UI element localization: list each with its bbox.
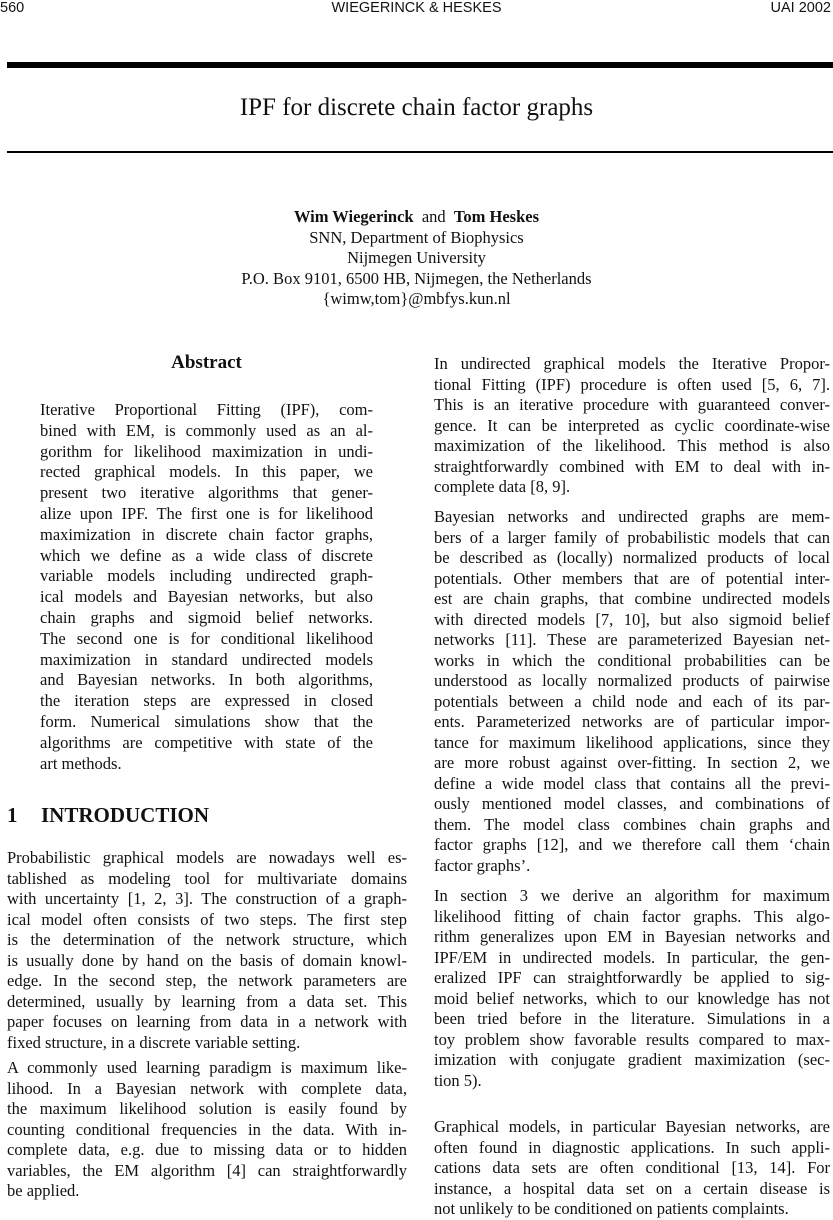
text-line: instance, a hospital data set on a certain disease is [434, 1178, 830, 1198]
author-name: Wim Wiegerinck [293, 207, 414, 226]
text-line: tance for maximum likelihood applications, since they [434, 732, 830, 752]
text-line: maximization of the likelihood. This method is also [434, 436, 830, 455]
text-line: toy problem show favorable results compared to max- [434, 1029, 830, 1049]
body-paragraph [434, 1117, 830, 1220]
author-conjunction: and [421, 207, 446, 226]
text-line: chain graphs and sigmoid belief networks. [40, 607, 373, 627]
text-line: est are chain graphs, that combine undirected models [434, 589, 830, 608]
text-line: rected graphical models. In this paper, we [40, 462, 373, 482]
text-line: Graphical models, in particular Bayesian networks, are [434, 1117, 830, 1136]
text-line: likelihood fitting of chain factor graphs. This algo- [434, 906, 830, 926]
section-heading [7, 802, 209, 828]
text-line: eralized IPF can straightforwardly be applied to sig- [434, 968, 830, 987]
text-line: fixed structure, in a discrete variable setting. [7, 1032, 301, 1052]
affiliation-line: SNN, Department of Biophysics [309, 227, 524, 247]
text-line: bined with EM, is commonly used as an al- [40, 420, 373, 440]
text-line: The second one is for conditional likelihood [40, 628, 373, 648]
text-line: IPF/EM in undirected models. In particular, the gen- [434, 947, 830, 967]
text-line: is usually done by hand on the basis of domain knowl- [7, 950, 407, 970]
text-line: counting conditional frequencies in the data. With in- [7, 1119, 407, 1139]
text-line: gence. It can be interpreted as cyclic coordinate-wise [434, 415, 830, 435]
text-line: ents. Parameterized networks are of particular impor- [434, 712, 830, 731]
text-line: factor graphs’. [434, 855, 531, 875]
text-line: In undirected graphical models the Iterative Propor- [434, 354, 830, 373]
text-line: Iterative Proportional Fitting (IPF), com- [40, 400, 373, 419]
text-line: variables, the EM algorithm [4] can straightforwardly [7, 1160, 407, 1180]
text-line: Probabilistic graphical models are nowadays well es- [7, 848, 407, 867]
text-line: ously mentioned model classes, and combinations of [434, 794, 830, 813]
text-line: gorithm for likelihood maximization in undi- [40, 441, 373, 461]
text-line: often found in diagnostic applications. In such appli- [434, 1137, 830, 1157]
text-line: and Bayesian networks. In both algorithms, [40, 670, 373, 690]
paper-title: IPF for discrete chain factor graphs [239, 94, 594, 121]
text-line: tablished as modeling tool for multivariate domains [7, 868, 407, 888]
text-line: are more robust against over-fitting. In section 2, we [434, 753, 830, 772]
abstract-heading: Abstract [171, 352, 242, 373]
affiliation-line: P.O. Box 9101, 6500 HB, Nijmegen, the Netherlands [241, 268, 592, 288]
text-line: A commonly used learning paradigm is maximum like- [7, 1058, 407, 1077]
text-line: the maximum likelihood solution is easily found by [7, 1099, 407, 1118]
section-number: 1 [7, 803, 18, 827]
author-name: Tom Heskes [453, 207, 540, 226]
text-line: complete data, e.g. due to missing data or to hidden [7, 1140, 407, 1159]
author-email: {wimw,tom}@mbfys.kun.nl [322, 289, 511, 309]
text-line: works in which the conditional probabilities can be [434, 650, 830, 670]
text-line: Bayesian networks and undirected graphs are mem- [434, 507, 830, 526]
text-line: lihood. In a Bayesian network with complete data, [7, 1078, 407, 1098]
text-line: art methods. [40, 753, 122, 773]
body-paragraph [7, 848, 407, 1053]
text-line: understood as locally normalized products of pairwise [434, 671, 830, 690]
text-line: is the determination of the network structure, which [7, 930, 407, 949]
author-block [0, 207, 833, 310]
author-names [0, 207, 833, 228]
text-line: ical model often consists of two steps. The first step [7, 909, 407, 929]
text-line: alize upon IPF. The first one is for likelihood [40, 503, 373, 523]
text-line: with directed models [7, 10], but also sigmoid belief [434, 609, 830, 629]
text-line: maximization in discrete chain factor graphs, [40, 524, 373, 544]
text-line: straightforwardly combined with EM to deal with in- [434, 456, 830, 476]
text-line: be described as (locally) normalized products of local [434, 548, 830, 567]
section-title: INTRODUCTION [41, 803, 210, 827]
title-rule-top [7, 62, 833, 68]
text-line: been tried before in the literature. Simulations in a [434, 1009, 830, 1028]
venue: UAI 2002 [770, 0, 831, 16]
text-line: them. The model class combines chain graphs and [434, 814, 830, 834]
text-line: bers of a larger family of probabilistic models that can [434, 527, 830, 547]
text-line: This is an iterative procedure with guaranteed conver- [434, 395, 830, 414]
text-line: determined, usually by learning from a data set. This [7, 991, 407, 1011]
text-line: complete data [8, 9]. [434, 477, 571, 496]
text-line: potentials between a child node and each of its par- [434, 691, 830, 711]
text-line: potentials. Other members that are of potential inter- [434, 568, 830, 588]
title-rule-bottom [7, 151, 833, 153]
text-line: cations data sets are often conditional [13, 14]. For [434, 1158, 830, 1177]
text-line: factor graphs [12], and we therefore call them ‘chain [434, 835, 830, 854]
text-line: the iteration steps are expressed in closed [40, 691, 373, 711]
text-line: present two iterative algorithms that gener- [40, 483, 373, 503]
text-line: ical models and Bayesian networks, but also [40, 587, 373, 607]
text-line: not unlikely to be conditioned on patients complaints. [434, 1199, 789, 1218]
body-paragraph [434, 886, 830, 1091]
page-number: 560 [0, 0, 25, 16]
body-paragraph [434, 507, 830, 876]
text-line: with uncertainty [1, 2, 3]. The construction of a graph- [7, 889, 407, 908]
text-line: paper focuses on learning from data in a network with [7, 1012, 407, 1031]
affiliation-line: Nijmegen University [347, 248, 486, 268]
body-paragraph [7, 1058, 407, 1202]
text-line: form. Numerical simulations show that the [40, 711, 373, 731]
text-line: In section 3 we derive an algorithm for maximum [434, 886, 830, 905]
text-line: rithm generalizes upon EM in Bayesian networks and [434, 927, 830, 946]
text-line: maximization in standard undirected models [40, 649, 373, 669]
text-line: algorithms are competitive with state of the [40, 732, 373, 752]
text-line: networks [11]. These are parameterized Bayesian net- [434, 630, 830, 649]
text-line: imization with conjugate gradient maximization (sec- [434, 1050, 830, 1069]
text-line: define a wide model class that contains all the previ- [434, 773, 830, 793]
text-line: tional Fitting (IPF) procedure is often used [5, 6, 7]. [434, 374, 830, 394]
abstract-paragraph [40, 400, 373, 774]
text-line: be applied. [7, 1181, 80, 1200]
running-title: WIEGERINCK & HESKES [331, 0, 502, 16]
text-line: tion 5). [434, 1070, 482, 1090]
text-line: edge. In the second step, the network parameters are [7, 971, 407, 990]
text-line: moid belief networks, which to our knowledge has not [434, 988, 830, 1008]
body-paragraph [434, 354, 830, 498]
text-line: variable models including undirected graph- [40, 566, 373, 586]
text-line: which we define as a wide class of discrete [40, 545, 373, 565]
